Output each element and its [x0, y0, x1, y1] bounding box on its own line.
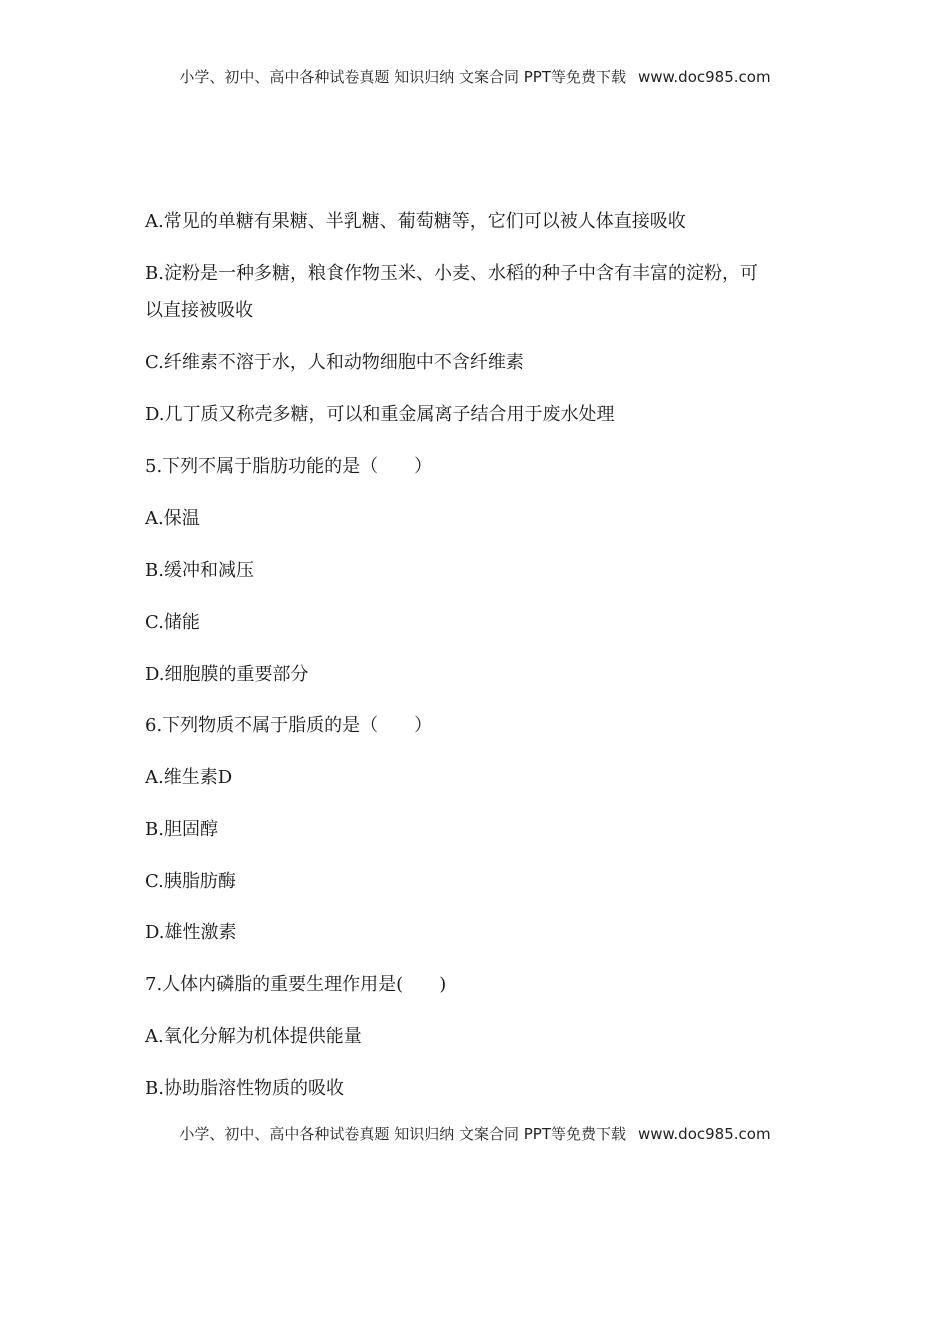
option-d-q4: D.几丁质又称壳多糖，可以和重金属离子结合用于废水处理: [145, 404, 615, 425]
option-d-q5: D.细胞膜的重要部分: [145, 664, 309, 685]
footer-site-link[interactable]: www.doc985.com: [637, 1125, 771, 1143]
question-7: 7.人体内磷脂的重要生理作用是( ): [145, 974, 447, 995]
option-c-q6: C.胰脂肪酶: [145, 871, 236, 892]
option-b-q4-line2: 以直接被吸收: [145, 300, 253, 321]
question-6: 6.下列物质不属于脂质的是（ ）: [145, 715, 433, 736]
option-a-q5: A.保温: [145, 508, 200, 529]
footer-banner-text: 小学、初中、高中各种试卷真题 知识归纳 文案合同 PPT等免费下载: [179, 1125, 626, 1143]
option-a-q6: A.维生素D: [145, 767, 233, 788]
option-b-q7: B.协助脂溶性物质的吸收: [145, 1078, 344, 1099]
option-a-q4: A.常见的单糖有果糖、半乳糖、葡萄糖等，它们可以被人体直接吸收: [145, 211, 686, 232]
option-b-q6: B.胆固醇: [145, 819, 218, 840]
option-c-q4: C.纤维素不溶于水，人和动物细胞中不含纤维素: [145, 352, 524, 373]
header-site-link[interactable]: www.doc985.com: [637, 68, 771, 86]
footer-banner: [0, 1123, 950, 1144]
option-b-q5: B.缓冲和减压: [145, 560, 254, 581]
option-d-q6: D.雄性激素: [145, 922, 237, 943]
header-banner: [0, 66, 950, 87]
option-b-q4-line1: B.淀粉是一种多糖，粮食作物玉米、小麦、水稻的种子中含有丰富的淀粉，可: [145, 263, 758, 284]
option-c-q5: C.储能: [145, 612, 200, 633]
question-5: 5.下列不属于脂肪功能的是（ ）: [145, 456, 433, 477]
option-a-q7: A.氧化分解为机体提供能量: [145, 1026, 362, 1047]
header-banner-text: 小学、初中、高中各种试卷真题 知识归纳 文案合同 PPT等免费下载: [179, 68, 626, 86]
